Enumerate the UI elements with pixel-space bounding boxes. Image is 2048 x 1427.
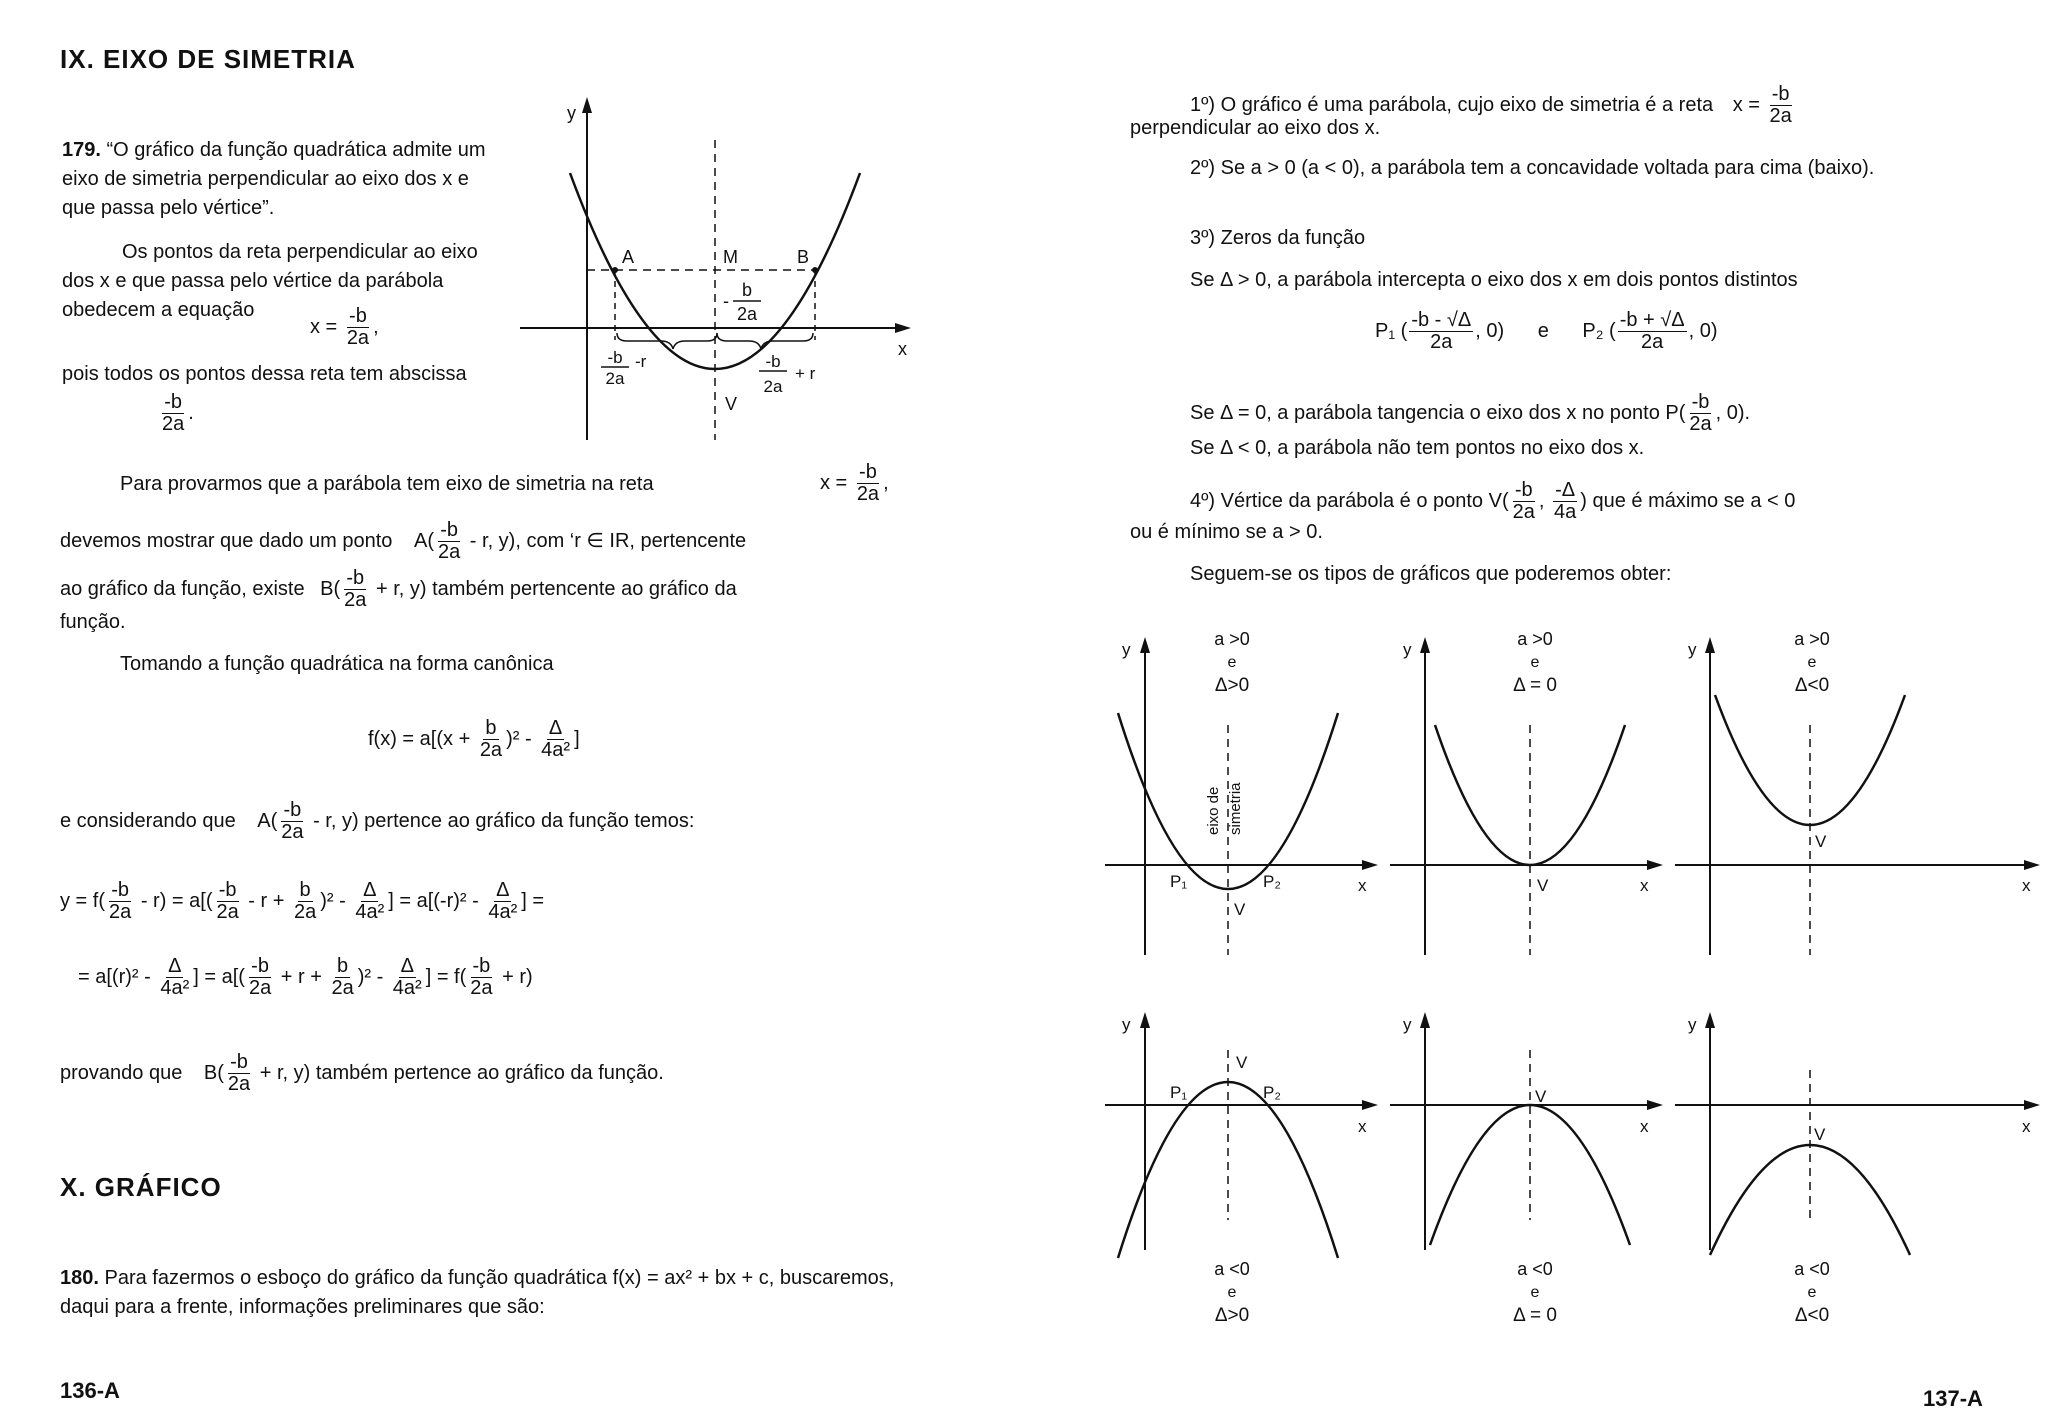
svg-text:e: e [1807,1284,1817,1301]
svg-text:a <0: a <0 [1214,1259,1250,1279]
svg-text:x: x [1640,876,1649,895]
svg-text:2a: 2a [605,369,625,388]
page-number-right: 137-A [1923,1386,1983,1411]
item-3: 3º) Zeros da função [1190,227,1366,249]
svg-text:y: y [1122,640,1131,659]
paragraph-179b: Os pontos da reta perpendicular ao eixo dos x e que passa pelo vértice da parábola obedecem a equação [62,241,478,321]
svg-text:simetria: simetria [1227,782,1244,835]
svg-text:Δ = 0: Δ = 0 [1513,675,1557,696]
abscissa-fraction: $\frac{-b}{2a}$ . [162,391,194,435]
svg-text:eixo de: eixo de [1205,786,1222,835]
paragraph-179: 179. “O gráfico da função quadrática admite um eixo de simetria perpendicular ao eixo dos x e que passa pelo vértice”. [62,139,486,219]
paragraph-seguem: Seguem-se os tipos de gráficos que poderemos obter: [1190,563,1672,585]
svg-text:y: y [1403,1015,1412,1034]
right-page [1060,0,2048,1427]
y-arrow-icon [582,97,592,113]
fig-label-V: V [725,394,738,414]
svg-text:V: V [1234,900,1246,919]
svg-text:P₁: P₁ [1170,872,1188,891]
paragraph-provar-1: Para provarmos que a parábola tem eixo de simetria na reta [120,473,654,495]
item-3a: Se Δ > 0, a parábola intercepta o eixo dos x em dois pontos distintos [1190,269,1798,291]
svg-text:y: y [1122,1015,1131,1034]
item-1: 1º) O gráfico é uma parábola, cujo eixo de simetria é a reta x = $\frac{-b}{2a}$ [1190,83,1792,127]
item-1b: perpendicular ao eixo dos x. [1130,117,1381,139]
svg-text:e: e [1807,654,1817,671]
svg-text:x: x [2022,876,2031,895]
paragraph-abscissa: pois todos os pontos dessa reta tem abscissa [62,363,467,385]
symmetry-figure [515,95,915,445]
item-number: 179. [62,139,101,161]
graph-a-pos-delta-zero [1385,625,1675,960]
svg-text:Δ>0: Δ>0 [1214,1305,1250,1326]
equation-x-axis: x = $\frac{-b}{2a}$ , [310,305,379,349]
left-page: IX. EIXO DE SIMETRIA 179. “O gráfico da função quadrática admite um eixo de simetria perpendicular ao eixo dos x e que passa pelo vértice”. Os pontos da reta perpendicular ao eixo dos x e que passa pelo vértice da parábola obedecem a equação x = $\frac{-b}{2a}$ , pois todos os pontos dessa reta tem abscissa $\frac{-b}{2a}$ . y x A M B V - b 2a -b 2a -r -b 2a + r Para provarmos que a parábola tem eixo de simetria na reta x = $\frac{-b}{2a}$ , devemos mostrar que dado um ponto A( $\frac{-b}{2a}$ - r, y), com ‘r ∈ IR, pertencente ao gráfico da função, existe B( $\frac{-b}{2a}$ + r, y) também pertencente ao gráfico da função. Tomando a função quadrática na forma canônica f(x) = a[(x + $\frac{b}{2a}$ )² - $\frac{\Delta}{\text{4a²}}$ ] e considerando que A( $\frac{-b}{2a}$ - r, y) pertence ao gráfico da função temos: y = f( $\frac{-b}{2a}$ - r) = a[( $\frac{-b}{2a}$ - r + $\frac{b}{2a}$ )² - $\frac{\Delta}{\text{4a²}}$ ] = a[(-r)² - $\frac{\Delta}{\text{4a²}}$ ] = = a[(r)² - $\frac{\Delta}{\text{4a²}}$ ] = a[( $\frac{-b}{2a}$ + r + $\frac{b}{2a}$ )² - $\frac{\Delta}{\text{4a²}}$ ] = f( $\frac{-b}{2a}$ + r) provando que B( $\frac{-b}{2a}$ + r, y) também pertence ao gráfico da função. X. GRÁFICO 180. Para fazermos o esboço do gráfico da função quadrática f(x) = ax² + bx + c, buscaremos, daqui para a frente, informações preliminares que são: 136-A [0,0,1040,1427]
fig-label-B: B [797,247,810,267]
fig-label-plus-r: + r [795,364,816,383]
svg-text:V: V [1236,1053,1248,1072]
svg-text:x: x [1640,1117,1649,1136]
graph-a-pos-delta-pos [1100,625,1390,960]
paragraph-provar-4: função. [60,611,126,633]
svg-text:Δ>0: Δ>0 [1214,675,1250,696]
svg-text:2a: 2a [736,304,758,324]
svg-text:a >0: a >0 [1517,629,1553,649]
svg-text:y: y [1688,1015,1697,1034]
derivation-line-2: = a[(r)² - $\frac{\Delta}{\text{4a²}}$ ] = a[( $\frac{-b}{2a}$ + r + $\frac{b}{2a}$ )² - $\frac{\Delta}{\text{4a²}}$ ] = f( $\frac{-b}{2a}$ + r) [78,955,533,999]
svg-text:x: x [1358,876,1367,895]
svg-text:y: y [1688,640,1697,659]
svg-text:x: x [1358,1117,1367,1136]
item-4c: ou é mínimo se a > 0. [1130,521,1323,543]
svg-text:-b: -b [607,348,623,367]
svg-text:b: b [741,280,753,300]
svg-text:P₂: P₂ [1263,872,1281,891]
svg-text:2a: 2a [763,377,783,396]
page-number-left: 136-A [60,1378,120,1403]
item-3c: Se Δ < 0, a parábola não tem pontos no eixo dos x. [1190,437,1645,459]
svg-text:e: e [1530,654,1540,671]
svg-text:a <0: a <0 [1517,1259,1553,1279]
fig-label-y: y [567,103,576,123]
paragraph-provar-3: ao gráfico da função, existe B( $\frac{-b}{2a}$ + r, y) também pertencente ao gráfico da [60,567,737,611]
graph-a-pos-delta-neg [1670,625,2048,960]
svg-text:V: V [1535,1087,1547,1106]
svg-text:e: e [1530,1284,1540,1301]
svg-text:a >0: a >0 [1214,629,1250,649]
paragraph-considerando: e considerando que A( $\frac{-b}{2a}$ - r, y) pertence ao gráfico da função temos: [60,799,695,843]
paragraph-provando: provando que B( $\frac{-b}{2a}$ + r, y) também pertence ao gráfico da função. [60,1051,664,1095]
paragraph-canonica: Tomando a função quadrática na forma canônica [120,653,554,675]
fig-label-A: A [622,247,635,267]
graph-a-neg-delta-zero [1385,1000,1675,1335]
svg-text:Δ<0: Δ<0 [1794,1305,1830,1326]
section-x-title: X. GRÁFICO [60,1172,222,1202]
svg-text:V: V [1537,876,1549,895]
graph-a-neg-delta-neg [1670,1000,2048,1335]
paragraph-provar-2: devemos mostrar que dado um ponto A( $\frac{-b}{2a}$ - r, y), com ‘r ∈ IR, pertencente [60,519,747,563]
fig-label-minus-r: -r [635,352,647,371]
section-ix-title: IX. EIXO DE SIMETRIA [60,44,356,74]
item-2: 2º) Se a > 0 (a < 0), a parábola tem a concavidade voltada para cima (baixo). [1190,157,1875,179]
graph-a-neg-delta-pos [1100,1000,1390,1335]
svg-text:e: e [1227,1284,1237,1301]
item-3b: Se Δ = 0, a parábola tangencia o eixo dos x no ponto P( $\frac{-b}{2a}$ , 0). [1190,391,1751,435]
canonical-form-formula: f(x) = a[(x + $\frac{b}{2a}$ )² - $\frac{\Delta}{\text{4a²}}$ ] [368,717,580,761]
svg-text:a >0: a >0 [1794,629,1830,649]
svg-text:Δ = 0: Δ = 0 [1513,1305,1557,1326]
fig-label-x: x [898,339,907,359]
svg-text:V: V [1815,832,1827,851]
derivation-line-1: y = f( $\frac{-b}{2a}$ - r) = a[( $\frac{-b}{2a}$ - r + $\frac{b}{2a}$ )² - $\frac{\Delta}{\text{4a²}}$ ] = a[(-r)² - $\frac{\Delta}{\text{4a²}}$ ] = [60,879,545,923]
fig-label-M: M [723,247,738,267]
svg-text:-: - [723,291,729,311]
svg-text:P₂: P₂ [1263,1083,1281,1102]
svg-text:Δ<0: Δ<0 [1794,675,1830,696]
svg-text:x: x [2022,1117,2031,1136]
svg-text:V: V [1814,1125,1826,1144]
item-number: 180. [60,1267,99,1289]
zeros-formula: P₁ ( $\frac{-b - √\Delta}{2a}$ , 0) e P₂ ( $\frac{-b + √\Delta}{2a}$ , 0) [1375,309,1718,353]
paragraph-180: 180. Para fazermos o esboço do gráfico da função quadrática f(x) = ax² + bx + c, buscaremos, daqui para a frente, informações preliminares que são: [60,1267,895,1318]
svg-text:a <0: a <0 [1794,1259,1830,1279]
svg-text:y: y [1403,640,1412,659]
svg-text:e: e [1227,654,1237,671]
svg-text:P₁: P₁ [1170,1083,1188,1102]
x-arrow-icon [895,323,911,333]
item-4: 4º) Vértice da parábola é o ponto V( $\frac{-b}{2a}$ , $\frac{-\Delta}{4a}$ ) que é máximo se a < 0 [1190,479,1796,523]
svg-text:-b: -b [765,352,781,371]
